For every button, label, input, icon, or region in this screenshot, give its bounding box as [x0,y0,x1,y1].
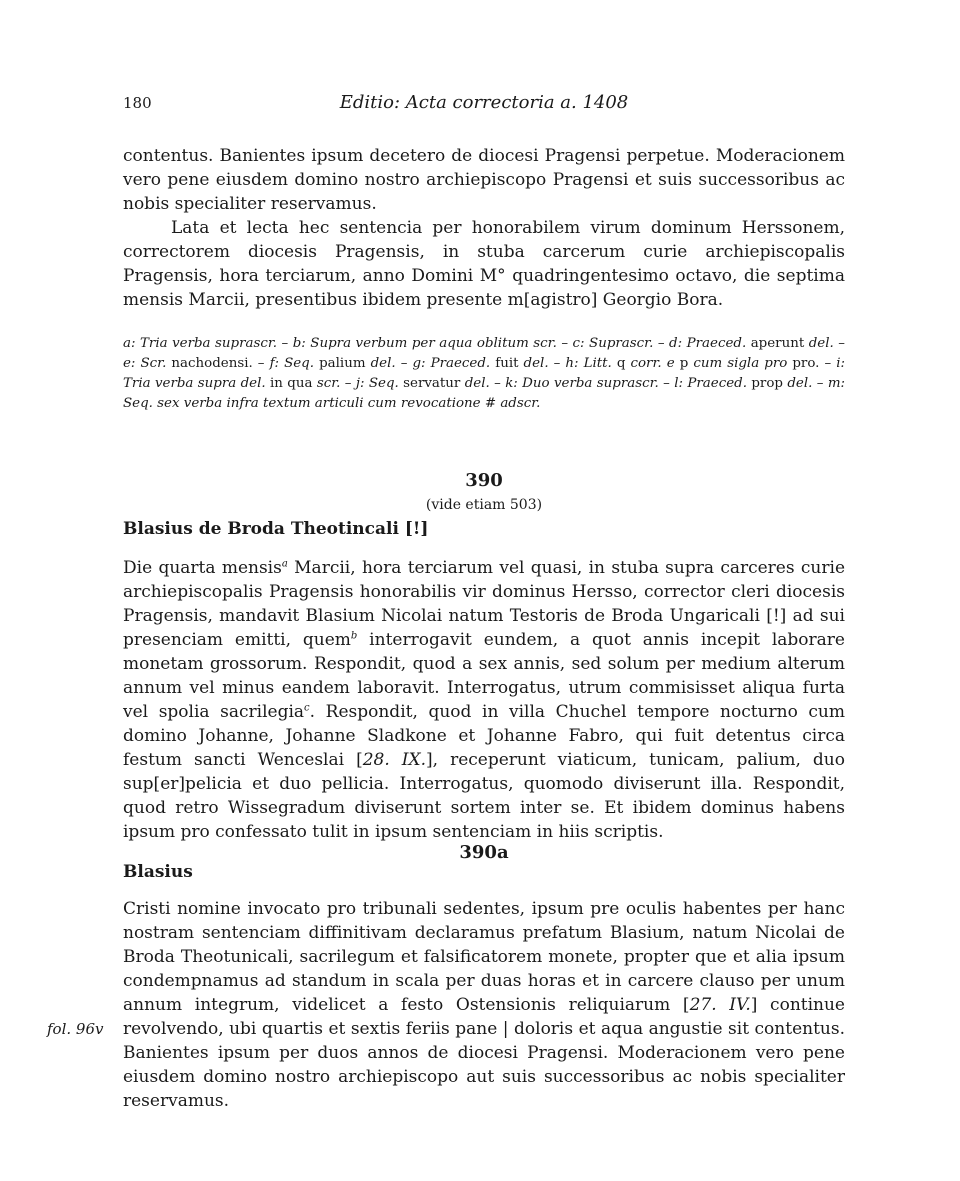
entry-title: Blasius de Broda Theotincali [!] [123,519,429,539]
note-b: b: Supra verbum per aqua oblitum scr. [292,336,557,351]
continuation-paragraph: Lata et lecta hec sentencia per honorabilem virum dominum Herssonem, correctorem diocesis Pragensis, in stuba carcerum curie archiepiscopalis Pragensis, hora terciarum, anno Domini M° quadringentesimo octavo, die septima mensis Marcii, presentibus ibidem presente m[agistro] Georgio Bora. [123,218,845,310]
footnote-marker: c [304,702,310,714]
entry-paragraph: Die quarta mensis$^a$ Marcii, hora terciarum vel quasi, in stuba supra carceres curie archiepiscopalis Pragensis honorabilis vir dominus Hersso, corrector cleri diocesis Pragensis, mandavit Blasium Nicolai natum Testoris de Broda Ungaricali [!] ad sui presenciam emitti, quem$^b$ interrogavit eundem, a quot annis incepit laborare monetam grossorum. Respondit, quod a sex annis, sed solum per medium alterum annum vel minus eandem laboravit. Interrogatus, utrum commisisset aliqua furta vel spolia sacrilegia$^c$. Respondit, quod in villa Chuchel tempore nocturno cum domino Johanne, Johanne Sladkone et Johanne Fabro, qui fuit detentus circa festum sancti Wenceslai [28. IX.], receperunt viaticum, tunicam, palium, duo sup[er]pelicia et duo pellicia. Interrogatus, quomodo diviserunt illa. Respondit, quod retro Wissegradum diviserunt sortem inter se. Et ibidem dominus habens ipsum pro confessato tulit in ipsum sentenciam in hiis scriptis. [123,558,846,842]
note-d: d: Praeced. [669,336,747,351]
page-header [123,92,845,118]
note-i: i: Tria verba supra del. [123,356,846,391]
footnote-marker: b [350,630,358,642]
note-c: c: Suprascr. [572,336,654,351]
date-reference: 27. IV. [689,995,751,1015]
folio-margin-note: fol. 96v [47,1020,104,1038]
entry-text [123,556,845,844]
page-number: 180 [123,94,152,112]
note-j: j: Seq. [355,376,399,391]
continuation-paragraph: contentus. Banientes ipsum decetero de diocesi Pragensi perpetue. Moderacionem vero pene eiusdem domino nostro archiepiscopo Pragensi et suis successoribus ac nobis specialiter reservamus. [123,146,845,214]
entry-number: 390a [459,842,509,863]
continuation-text [123,144,845,312]
entry-paragraph: Cristi nomine invocato pro tribunali sedentes, ipsum pre oculis habentes per hanc nostram sentenciam diffinitivam declaramus prefatum Blasium, natum Nicolai de Broda Theotunicali, sacrilegum et falsificatorem monete, propter que et alia ipsum condempnamus ad standum in scala per duas horas et in carcere clauso per unum annum integrum, videlicet a festo Ostensionis reliquiarum [27. IV.] continue revolvendo, ubi quartis et sextis feriis pane | doloris et aqua angustie sit contentus. Banientes ipsum per duos annos de diocesi Pragensi. Moderacionem vero pene eiusdem domino nostro archiepiscopo aut suis successoribus ac nobis specialiter reservamus. [123,899,845,1111]
note-l: l: Praeced. [674,376,747,391]
note-h: h: Litt. [565,356,612,371]
footnote-marker: a [281,558,288,570]
cross-reference: (vide etiam 503) [425,497,543,513]
note-a: a: Tria verba suprascr. [123,336,278,351]
date-reference: 28. IX. [362,750,427,770]
critical-apparatus: a: Tria verba suprascr. – b: Supra verbum per aqua oblitum scr. – c: Suprascr. – d: Praeced. aperunt del. – e: Scr. nachodensi. – f: Seq. palium del. – g: Praeced. fuit del. – h: Litt. q corr. e p cum sigla pro pro. – i: Tria verba supra del. in qua scr. – j: Seq. servatur del. – k: Duo verba suprascr. – l: Praeced. prop del. – m: Seq. sex verba infra textum articuli cum revocatione # adscr. [123,336,846,411]
entry-text [123,897,845,1113]
note-g: g: Praeced. [412,356,491,371]
note-k: k: Duo verba suprascr. [505,376,659,391]
running-title: Editio: Acta correctoria a. 1408 [339,92,629,113]
note-f: f: Seq. [269,356,315,371]
note-m: m: Seq. sex verba infra textum articuli cum revocatione # adscr. [123,376,846,411]
note-e: e: Scr. [123,356,167,371]
entry-number: 390 [465,470,503,491]
entry-title: Blasius [123,862,193,882]
